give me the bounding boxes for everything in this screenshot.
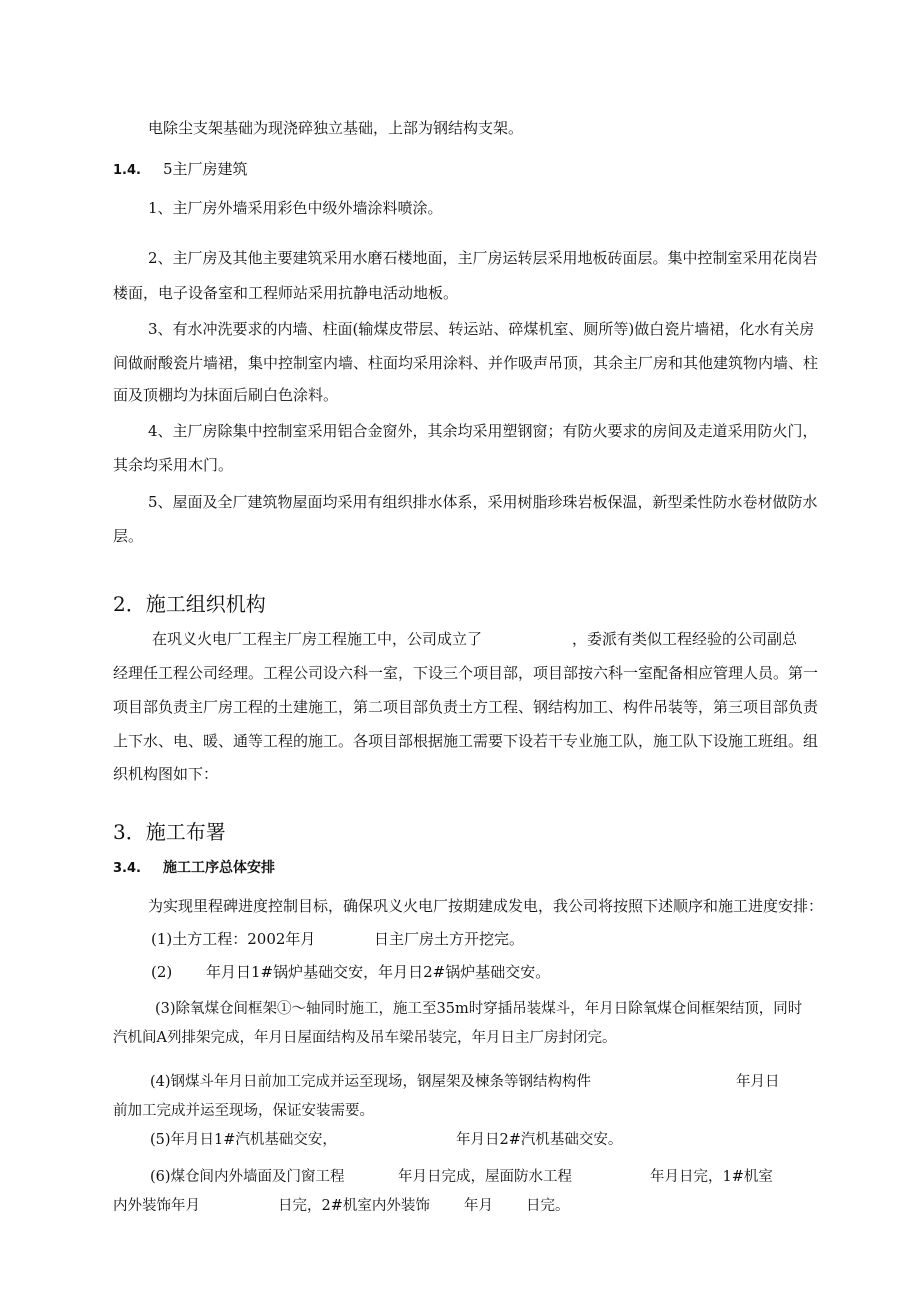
s3-intro: 为实现里程碑进度控制目标，确保巩义火电厂按期建成发电，我公司将按照下述顺序和施工进度安排： — [148, 897, 824, 915]
paragraph-3-line-1: 3、有水冲洗要求的内墙、柱面(输煤皮带层、转运站、碎煤机室、厕所等)做白瓷片墙裙，化水有关房 — [148, 320, 815, 338]
item-6c: 年月日完，1#机室 — [650, 1169, 773, 1185]
s2-line-1a: 在巩义火电厂工程主厂房工程施工中，公司成立了 — [152, 630, 483, 648]
section-2-heading: 2．施工组织机构 — [113, 592, 266, 616]
item-1b: 日主厂房土方开挖完。 — [374, 930, 525, 948]
item-6e: 日完，2#机室内外装饰 — [278, 1198, 430, 1214]
item-2a: (2) — [151, 963, 173, 981]
paragraph-3-line-2: 间做耐酸瓷片墙裙，集中控制室内墙、柱面均采用涂料、并作吸声吊顶，其余主厂房和其他建筑物内墙、柱 — [113, 354, 819, 372]
s2-line-5: 织机构图如下： — [113, 765, 219, 783]
item-6f: 年月 — [464, 1198, 493, 1214]
paragraph-2-line-1: 2、主厂房及其他主要建筑采用水磨石楼地面，主厂房运转层采用地板砖面层。集中控制室采用花岗岩 — [148, 249, 818, 267]
s2-line-2: 经理任工程公司经理。工程公司设六科一室，下设三个项目部，项目部按六科一室配备相应管理人员。第一 — [113, 664, 819, 682]
section-number: 1.4. — [113, 163, 141, 178]
item-4b: 年月日 — [736, 1074, 780, 1090]
paragraph-4-line-1: 4、主厂房除集中控制室采用铝合金窗外，其余均采用塑钢窗；有防火要求的房间及走道采用防火门， — [148, 422, 818, 440]
paragraph-3-line-3: 面及顶棚均为抹面后刷白色涂料。 — [113, 386, 339, 404]
item-3-line-2: 汽机间A列排架完成，年月日屋面结构及吊车梁吊装完，年月日主厂房封闭完。 — [113, 1030, 617, 1046]
section-3-4-heading — [113, 858, 275, 879]
item-3-line-1: (3)除氧煤仓间框架①～轴同时施工，施工至35m时穿插吊装煤斗，年月日除氧煤仓间框架结顶，同时 — [155, 1001, 803, 1017]
item-2b: 年月日1#锅炉基础交安，年月日2#锅炉基础交安。 — [206, 963, 551, 981]
item-4c: 前加工完成并运至现场，保证安装需要。 — [113, 1103, 374, 1119]
item-6a: (6)煤仓间内外墙面及门窗工程 — [150, 1169, 345, 1185]
item-5a: (5)年月日1#汽机基础交安， — [150, 1132, 337, 1148]
section-title: 施工工序总体安排 — [162, 860, 275, 876]
section-title: 5主厂房建筑 — [162, 160, 248, 178]
paragraph-1: 1、主厂房外墙采用彩色中级外墙涂料喷涂。 — [148, 199, 443, 217]
item-6g: 日完。 — [526, 1198, 570, 1214]
s2-line-4: 上下水、电、暖、通等工程的施工。各项目部根据施工需要下设若干专业施工队，施工队下设施工班组。组 — [113, 732, 819, 750]
paragraph-5-line-2: 层。 — [113, 527, 144, 545]
section-3-heading: 3．施工布署 — [113, 820, 226, 844]
s2-line-1b: ，委派有类似工程经验的公司副总 — [572, 630, 798, 648]
item-6d: 内外装饰年月 — [113, 1198, 200, 1214]
item-5b: 年月日2#汽机基础交安。 — [456, 1132, 623, 1148]
paragraph-5-line-1: 5、屋面及全厂建筑物屋面均采用有组织排水体系，采用树脂珍珠岩板保温，新型柔性防水卷材做防水 — [148, 493, 818, 511]
paragraph-2-line-2: 楼面，电子设备室和工程师站采用抗静电活动地板。 — [113, 284, 459, 302]
paragraph-4-line-2: 其余均采用木门。 — [113, 456, 234, 474]
intro-line: 电除尘支架基础为现浇碎独立基础，上部为钢结构支架。 — [148, 119, 524, 137]
item-6b: 年月日完成，屋面防水工程 — [398, 1169, 572, 1185]
item-4a: (4)钢煤斗年月日前加工完成并运至现场，钢屋架及楝条等钢结构构件 — [150, 1074, 592, 1090]
section-number: 3.4. — [113, 861, 141, 876]
section-1-4-heading — [113, 159, 248, 181]
item-1a: (1)土方工程：2002年月 — [151, 930, 316, 948]
s2-line-3: 项目部负责主厂房工程的土建施工，第二项目部负责土方工程、钢结构加工、构件吊装等，第三项目部负责 — [113, 698, 819, 716]
